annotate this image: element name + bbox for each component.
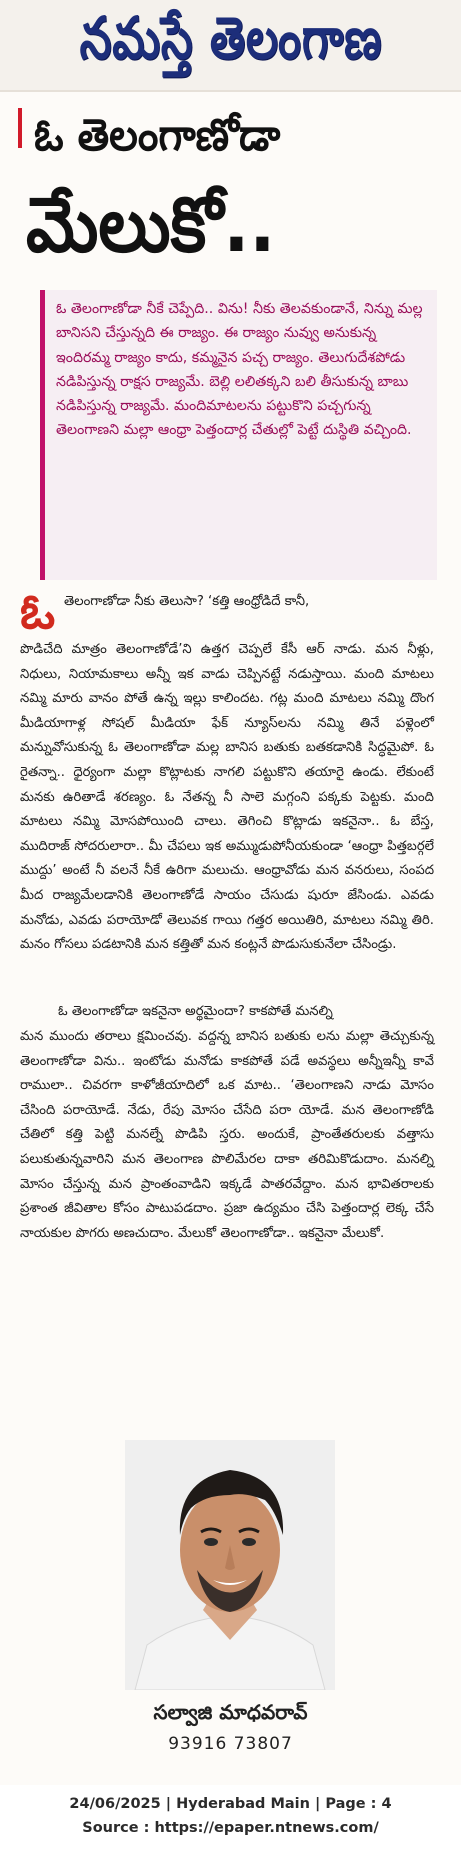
author-portrait-icon [125,1440,335,1690]
lead-paragraph: ఓ తెలంగాణోడా నీకే చెప్పేది.. విను! నీకు తెలవకుండానే, నిన్ను మల్ల బానిసని చేస్తున్నది ఈ రాజ్యం. ఈ రాజ్యం నువ్వు అనుకున్న ఇందిరమ్మ రాజ్యం కాదు, కమ్మనైన పచ్చ రాజ్యం. తెలుగుదేశపోడు నడిపిస్తున్న రాక్షస రాజ్యమే. బెల్లి లలితక్కని బలి తీసుకున్న బాబు నడిపిస్తున్న రాజ్యమే. మందిమాటలను పట్టుకొని పచ్చగున్న తెలంగాణని మల్లా ఆంధ్రా పెత్తందార్ల చేతుల్లో పెట్టే దుస్థితి వచ్చింది. [56,301,423,439]
article-paragraph-1: పొడిచేది మాత్రం తెలంగాణోడే’ని ఉత్తగ చెప్పలే కేసీ ఆర్ నాడు. మన నీళ్లు, నిధులు, నియామకాలు అన్నీ ఇక వాడు చెప్పినట్టే నడుస్తాయి. మంది మాటలు నమ్మి మారు వానం పోతే ఉన్న ఇల్లు కాలిందట. గట్ల మంది మాటలు నమ్మి దొంగ మీడియాగాళ్ల సోషల్ మీడియా ఫేక్ న్యూస్‌లను నమ్మి తినే పళ్లెంలో మన్నువోసుకున్న ఓ తెలంగాణోడా మల్ల బానిస బతుకు బతకడానికి సిద్ధమైపో. ఓ రైతన్నా.. ధైర్యంగా మల్లా కొట్లాటకు నాగలి పట్టుకొని తయారై ఉండు. లేకుంటే మనకు ఉరితాడే శరణ్యం. ఓ నేతన్న నీ సాలె మగ్గంని పక్కకు పెట్టకు. మంది మాటలు నమ్మి మోసపోయింది చాలు. తెగించి కొట్లాడు ఇకనైనా.. ఓ బేస్త, ముదిరాజ్ సోదరులారా.. మీ చేపలు ఇక అమ్ముడుపోనీయకుండా ‘ఆంధ్రా పిత్తబర్గలే ముద్దు’ అంటే నీ వలనే నీకే ఉరిగా మలుచు. ఆంధ్రావోడు మన వనరులు, సంపద మీద రాజ్యమేలడానికి తెలంగాణోడే సాయం చేసుడు షురూ జేసిండు. ఎవడు మనోడు, ఎవడు పరాయోడో తెలువక గాయి గత్తర అయితిరి, మాటలు నమ్మి తిరి. మనం గోసలు పడటానికి మన కత్తితో మన కంట్లనే పొడుసుకునేలా చేసిండ్రు. [20,642,434,953]
author-photo [125,1440,335,1690]
newspaper-name: నమస్తే తెలంగాణ [79,3,382,72]
drop-cap: ఓ [20,584,56,640]
footer-edition-info: 24/06/2025 | Hyderabad Main | Page : 4 [69,1796,392,1812]
author-name: సల్వాజి మాధవరావ్ [153,1700,308,1724]
headline-line-2: మేలుకో.. [26,180,276,269]
footer-source-link[interactable]: Source : https://epaper.ntnews.com/ [82,1820,379,1836]
article-paragraph-1-first-line: తెలంగాణోడా నీకు తెలుసా? ‘కత్తి ఆంధ్రోడిదే కానీ, [64,594,310,609]
headline-line-1: ఓ తెలంగాణోడా [34,110,281,161]
article-paragraph-2-first-line: ఓ తెలంగాణోడా ఇకనైనా అర్థమైందా? కాకపోతే మనల్ని [58,1004,333,1019]
headline-rule [18,108,22,148]
masthead [0,0,461,92]
article-paragraph-2: మన ముందు తరాలు క్షమించవు. వద్దన్న బానిస బతుకు లను మల్లా తెచ్చుకున్న తెలంగాణోడా విను.. ఇంటోడు మనోడు కాకపోతే పడే అవస్థలు అన్నీఇన్నీ కావే రాములా.. చివరగా కాళోజీయాదిలో ఒక మాట.. ‘తెలంగాణని నాడు మోసం చేసింది పరాయోడే. నేడు, రేపు మోసం చేసేది పరా యోడే. మన తెలంగాణోడి చేతిలో కత్తి పెట్టి మనల్నే పొడిపి స్తరు. అందుకే, ప్రాంతేతరులకు వత్తాసు పలుకుతున్నవారిని మన తెలంగాణ పొలిమేరల దాకా తరిమికొడుదాం. మనల్ని మోసం చేస్తున్న మన ప్రాంతంవాడిని ఇక్కడే పాతరవేద్దాం. మన భావితరాలకు ప్రశాంత జీవితాల కోసం పాటుపడదాం. ప్రజా ఉద్యమం చేసి పెత్తందార్ల లెక్క చేసే నాయకుల పొగరు అణచుదాం. మేలుకో తెలంగాణోడా.. ఇకనైనా మేలుకో. [20,1029,434,1241]
author-phone: 93916 73807 [168,1734,293,1754]
